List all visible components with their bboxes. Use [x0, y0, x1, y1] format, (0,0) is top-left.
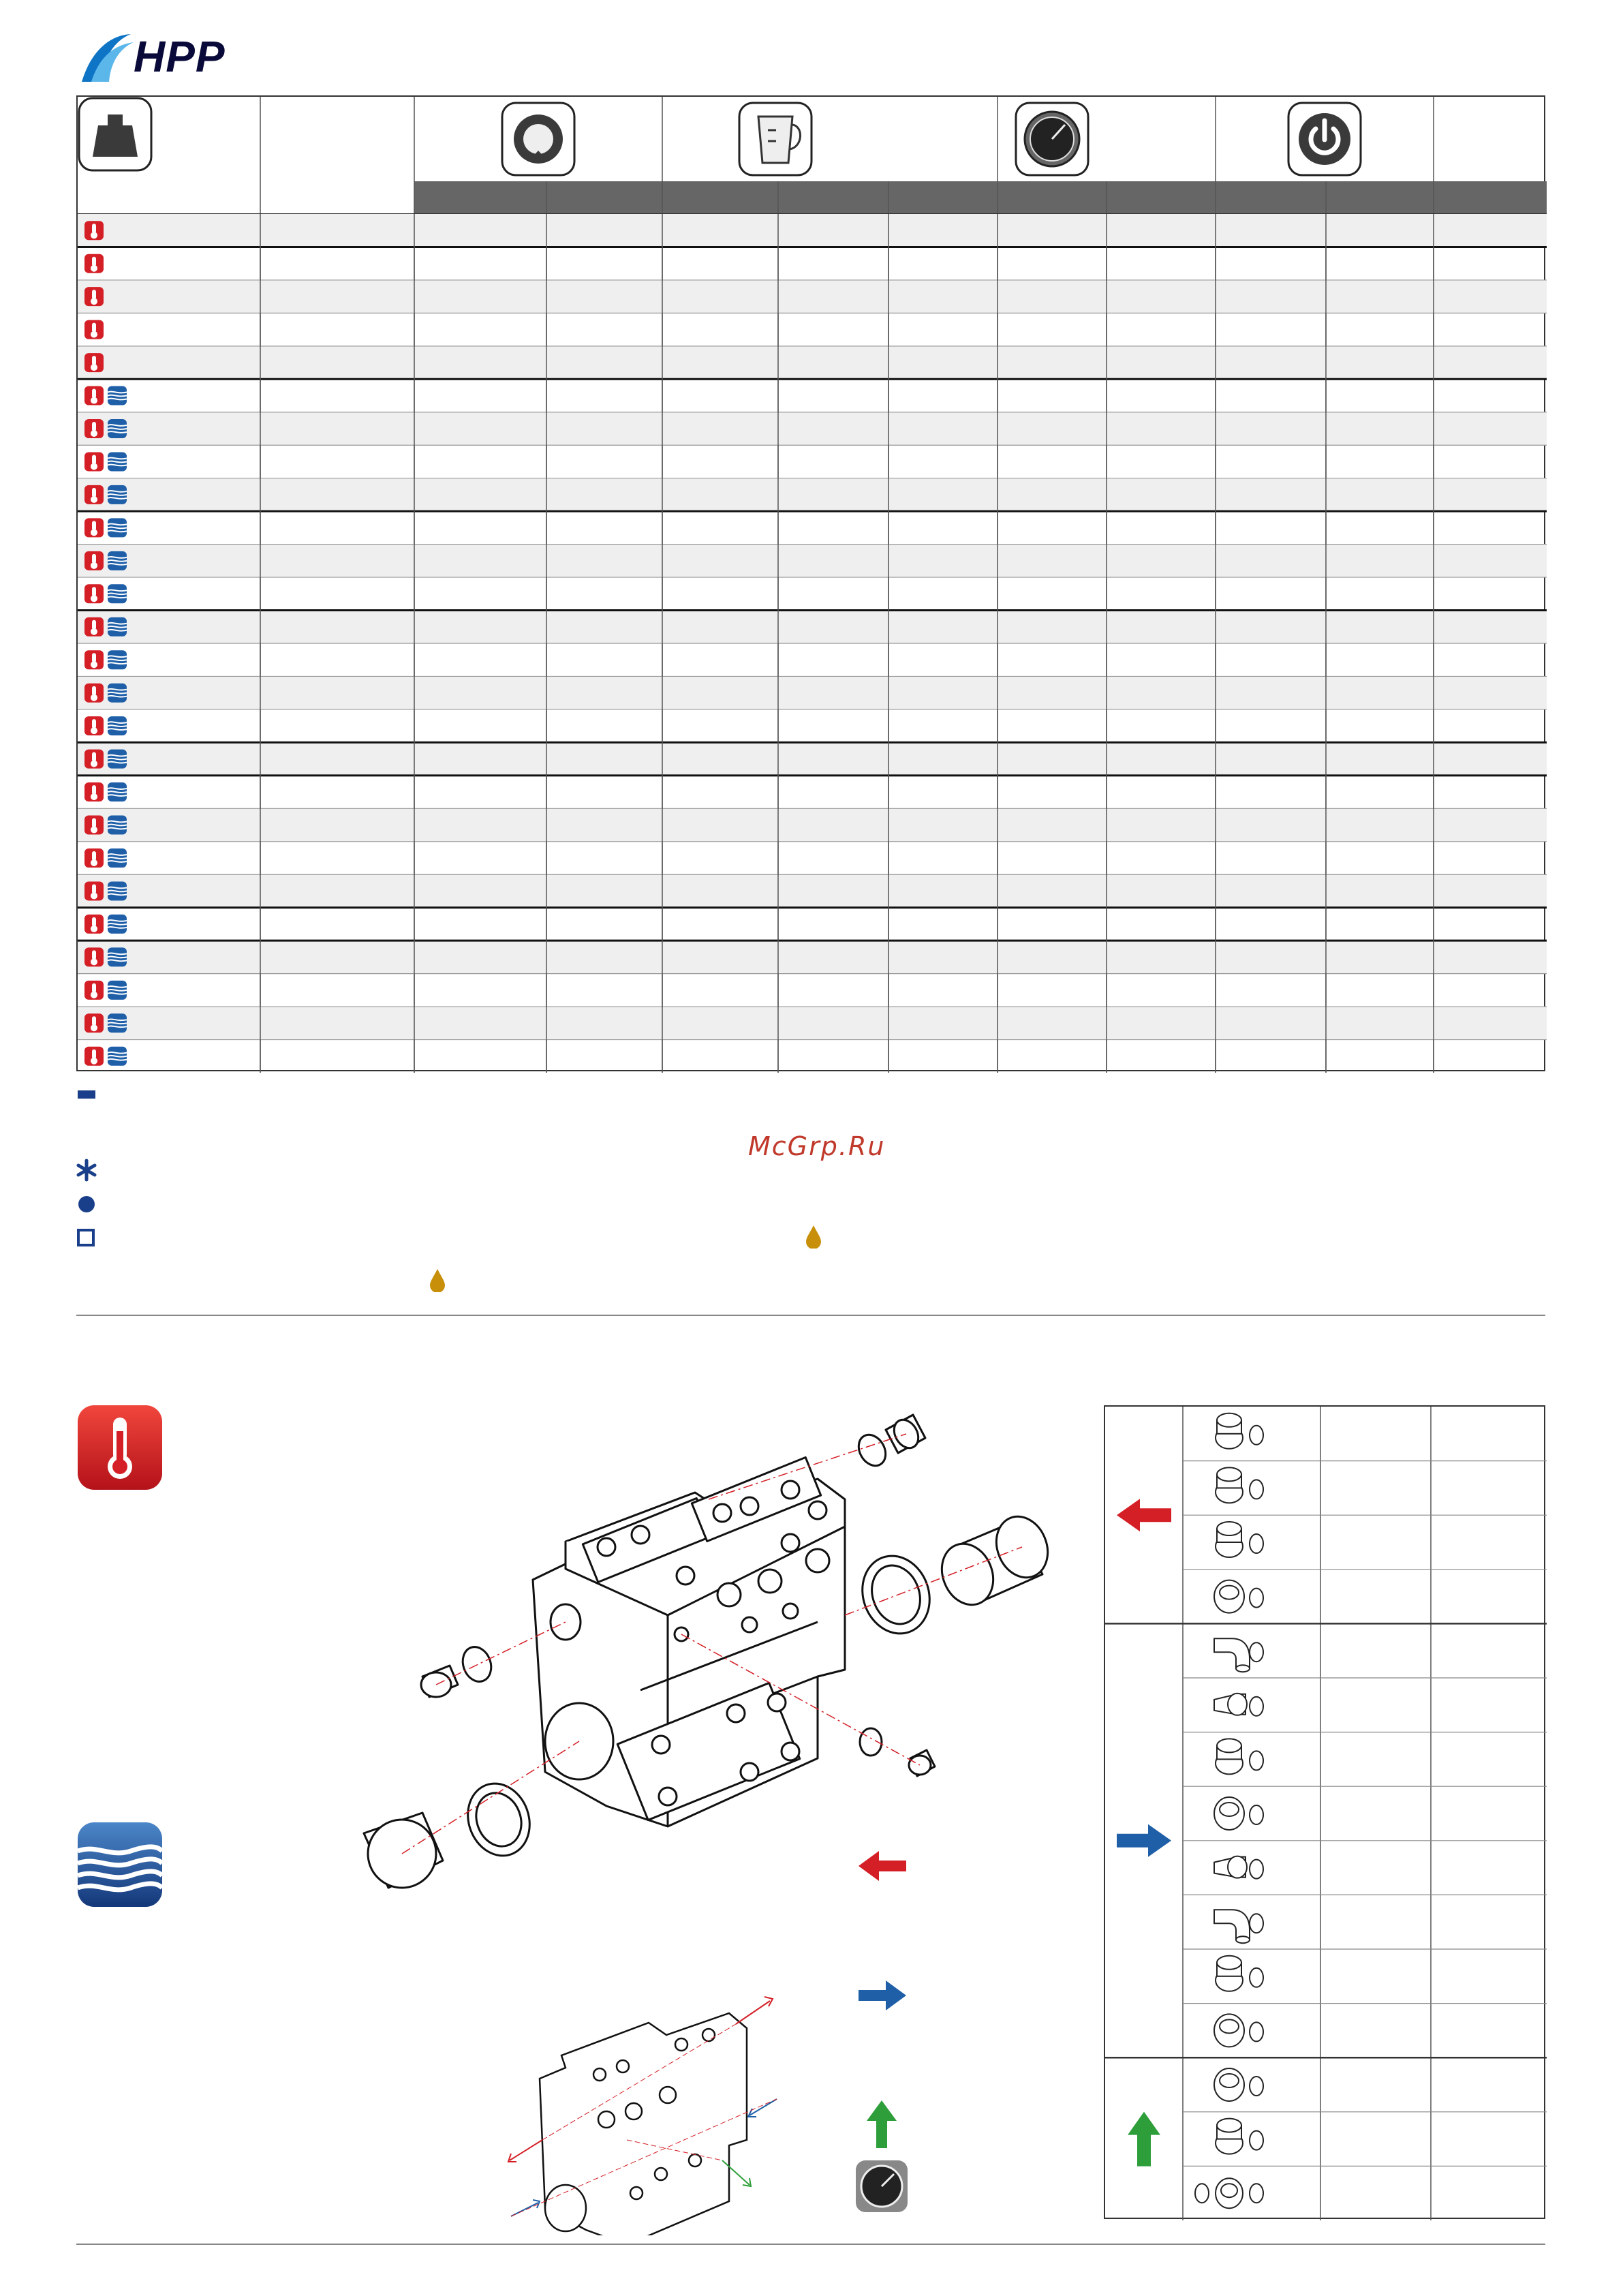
- brand-logo: [76, 27, 253, 89]
- water-icon: [108, 518, 127, 537]
- plug-icon: [1216, 1739, 1263, 1774]
- cap-icon: [1214, 2068, 1263, 2101]
- thermometer-icon: [84, 452, 104, 471]
- thermometer-icon: [84, 287, 104, 306]
- o-ring-icon: [1250, 1589, 1263, 1608]
- green-up-arrow-icon: [1128, 2112, 1160, 2167]
- plug-icon: [1216, 2119, 1263, 2154]
- red-left-arrow-icon: [859, 1851, 906, 1881]
- o-ring-icon: [1250, 1426, 1263, 1445]
- water-icon: [108, 1013, 127, 1032]
- water-icon: [108, 750, 127, 769]
- pressure-gauge-icon: [856, 2160, 908, 2212]
- thermometer-icon: [84, 386, 104, 405]
- water-icon: [108, 816, 127, 835]
- oil-drop-icon: [804, 1224, 823, 1249]
- legend-dot: [76, 1194, 97, 1217]
- thermometer-icon: [84, 254, 104, 273]
- thermometer-icon: [84, 320, 104, 339]
- water-icon: [108, 551, 127, 570]
- thermometer-icon: [84, 750, 104, 769]
- specification-table: [76, 95, 1545, 1071]
- water-icon: [108, 684, 127, 703]
- thermometer-icon: [84, 881, 104, 900]
- water-icon: [108, 419, 127, 438]
- plug-icon: [1216, 1522, 1263, 1557]
- dash-symbol: [76, 1088, 97, 1101]
- thermometer-icon: [84, 1047, 104, 1066]
- o-ring-icon: [1250, 1860, 1263, 1879]
- measuring-jug-icon: [739, 103, 812, 175]
- thermometer-icon: [84, 485, 104, 504]
- plug-icon: [1216, 1467, 1263, 1503]
- thermometer-icon: [84, 782, 104, 801]
- thermometer-icon: [84, 1013, 104, 1032]
- thermometer-icon: [84, 816, 104, 835]
- footer-divider: [76, 2244, 1545, 2245]
- weight-icon: [79, 98, 151, 170]
- oil-drop-icon: [428, 1268, 447, 1292]
- o-ring-icon: [1250, 2131, 1263, 2150]
- port-fitting-grid: [1105, 1407, 1547, 2220]
- thermometer-icon: [84, 551, 104, 570]
- dot-symbol: [76, 1194, 97, 1214]
- water-icon: [108, 1047, 127, 1066]
- legend-dash: [76, 1088, 97, 1104]
- thermometer-icon: [84, 353, 104, 372]
- pressure-gauge-icon: [1016, 103, 1088, 175]
- thermometer-icon: [84, 584, 104, 603]
- manifold-schematic: [540, 2013, 747, 2235]
- asterisk-symbol: [76, 1159, 97, 1182]
- wave-logo-icon: [76, 27, 138, 89]
- legend-square: [76, 1228, 97, 1251]
- legend-asterisk: [76, 1159, 97, 1184]
- thermometer-icon: [84, 650, 104, 669]
- o-ring-icon: [1250, 1480, 1263, 1499]
- o-ring-icon: [1250, 2077, 1263, 2096]
- thermometer-icon: [84, 617, 104, 637]
- thermometer-icon: [84, 716, 104, 735]
- water-icon: [108, 915, 127, 934]
- thermometer-icon: [84, 518, 104, 537]
- o-ring-icon: [1250, 1642, 1263, 1662]
- square-symbol: [76, 1228, 97, 1249]
- water-icon: [108, 485, 127, 504]
- port-fitting-table: [1104, 1405, 1545, 2219]
- blue-right-arrow-icon: [1117, 1824, 1171, 1857]
- green-up-arrow-icon: [867, 2100, 897, 2148]
- elbow-icon: [1214, 1638, 1263, 1672]
- o-ring-icon: [1250, 1914, 1263, 1933]
- o-ring-icon: [1250, 1805, 1263, 1824]
- hose-barb-icon: [1214, 1694, 1263, 1716]
- water-icon: [108, 584, 127, 603]
- o-ring-icon: [1250, 1697, 1263, 1716]
- brand-name: HPP: [134, 32, 226, 81]
- watermark: McGrp.Ru: [748, 1131, 886, 1161]
- table-grid: [78, 97, 1547, 1073]
- water-icon: [108, 386, 127, 405]
- water-icon: [108, 947, 127, 966]
- thermometer-icon: [84, 981, 104, 1000]
- thermometer-icon: [84, 684, 104, 703]
- water-icon: [108, 782, 127, 801]
- o-ring-icon: [1250, 1534, 1263, 1553]
- red-left-arrow-icon: [1117, 1499, 1171, 1531]
- elbow-icon: [1214, 1910, 1263, 1943]
- plug-icon: [1216, 1956, 1263, 1991]
- thermometer-icon: [84, 947, 104, 966]
- header-band: [414, 181, 1547, 214]
- blue-right-arrow-icon: [859, 1980, 906, 2010]
- thermometer-icon: [76, 1404, 164, 1491]
- water-icon: [76, 1821, 164, 1908]
- cap-icon: [1214, 1797, 1263, 1830]
- water-icon: [108, 981, 127, 1000]
- water-icon: [108, 716, 127, 735]
- cap-icon: [1214, 1580, 1263, 1613]
- plug-icon: [1216, 1413, 1263, 1449]
- o-ring-icon: [1250, 2022, 1263, 2041]
- thermometer-icon: [84, 221, 104, 240]
- hose-barb-icon: [1214, 1856, 1263, 1879]
- o-ring-icon: [1250, 1968, 1263, 1987]
- thermometer-icon: [84, 915, 104, 934]
- water-icon: [108, 881, 127, 900]
- power-icon: [1288, 103, 1361, 175]
- water-icon: [108, 617, 127, 637]
- water-icon: [108, 650, 127, 669]
- double-nipple-icon: [1195, 2178, 1263, 2208]
- manifold-block: [533, 1457, 845, 1826]
- pump-manifold-drawing: [341, 1390, 1090, 2235]
- thermometer-icon: [84, 848, 104, 868]
- rpm-icon: [502, 103, 574, 175]
- water-icon: [108, 452, 127, 471]
- water-icon: [108, 848, 127, 868]
- section-divider: [76, 1315, 1545, 1316]
- thermometer-icon: [84, 419, 104, 438]
- o-ring-icon: [1250, 1751, 1263, 1770]
- cap-icon: [1214, 2014, 1263, 2047]
